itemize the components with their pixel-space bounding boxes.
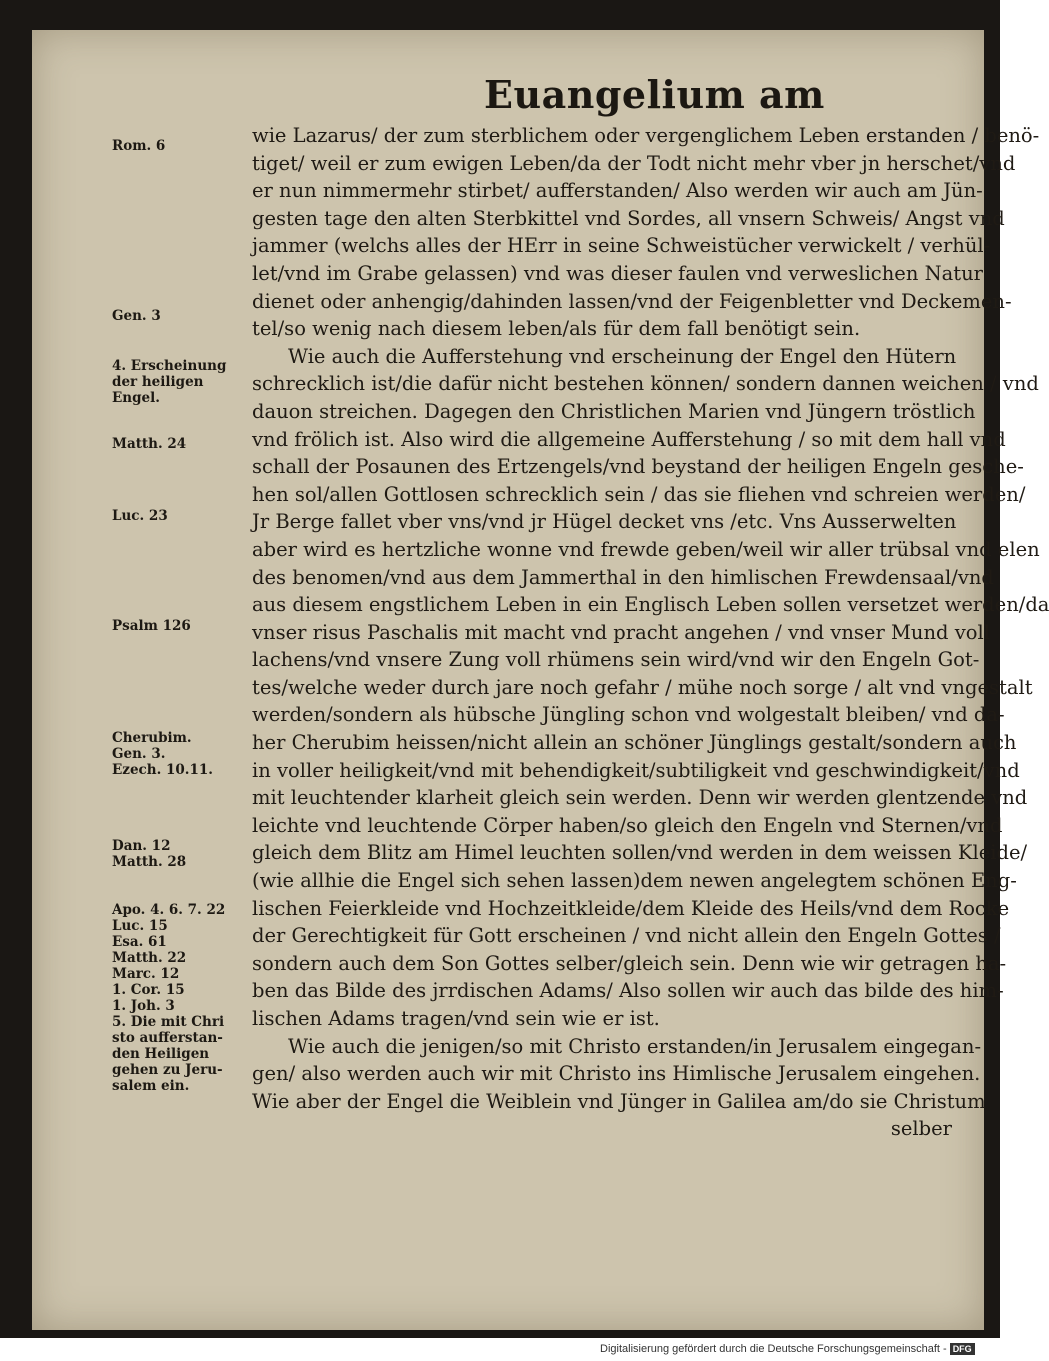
- margin-note: [112, 618, 191, 634]
- text-line: Wie aber der Engel die Weiblein vnd Jünger in Galilea am/do sie Christum: [252, 1089, 986, 1113]
- margin-note-line: Engel.: [112, 390, 160, 406]
- margin-note-line: gehen zu Jeru-: [112, 1062, 223, 1078]
- margin-note-line: Dan. 12: [112, 838, 171, 854]
- margin-note-line: den Heiligen: [112, 1046, 210, 1062]
- margin-note-line: salem ein.: [112, 1078, 190, 1094]
- text-line: Jr Berge fallet vber vns/vnd jr Hügel decket vns /etc. Vns Ausserwelten: [252, 510, 957, 534]
- text-line: lachens/vnd vnsere Zung voll rhümens sein wird/vnd wir den Engeln Got-: [252, 648, 980, 672]
- margin-note-line: Marc. 12: [112, 966, 180, 982]
- text-line: Wie auch die Aufferstehung vnd erscheinung der Engel den Hütern: [288, 344, 957, 368]
- margin-note-line: 4. Erscheinung: [112, 358, 227, 374]
- text-line: Wie auch die jenigen/so mit Christo erstanden/in Jerusalem eingegan-: [288, 1034, 982, 1058]
- margin-note: [112, 508, 168, 524]
- margin-note-line: Ezech. 10.11.: [112, 762, 213, 778]
- margin-note-line: Matth. 24: [112, 436, 187, 452]
- margin-note-line: Cherubim.: [112, 730, 192, 746]
- margin-note-line: 1. Cor. 15: [112, 982, 185, 998]
- margin-note-line: Luc. 23: [112, 508, 168, 524]
- text-line: sondern auch dem Son Gottes selber/gleich sein. Denn wie wir getragen ha-: [252, 951, 1007, 975]
- text-line: er nun nimmermehr stirbet/ aufferstanden/ Also werden wir auch am Jün-: [252, 179, 983, 203]
- text-line: selber: [890, 1117, 952, 1141]
- margin-note: [112, 308, 161, 324]
- margin-note-line: Psalm 126: [112, 618, 191, 634]
- text-line: schrecklich ist/die dafür nicht bestehen können/ sondern dannen weichen / vnd: [252, 372, 1039, 396]
- text-line: vnd frölich ist. Also wird die allgemeine Aufferstehung / so mit dem hall vnd: [252, 427, 1006, 451]
- text-line: gen/ also werden auch wir mit Christo ins Himlische Jerusalem eingehen.: [252, 1062, 981, 1086]
- text-line: lischen Feierkleide vnd Hochzeitkleide/dem Kleide des Heils/vnd dem Rocke: [252, 896, 1010, 920]
- text-line: leichte vnd leuchtende Cörper haben/so gleich den Engeln vnd Sternen/vnd: [252, 813, 1003, 837]
- text-line: tiget/ weil er zum ewigen Leben/da der Todt nicht mehr vber jn herschet/vnd: [252, 151, 1016, 175]
- text-line: let/vnd im Grabe gelassen) vnd was dieser faulen vnd verweslichen Natur: [252, 261, 983, 285]
- text-line: wie Lazarus/ der zum sterblichem oder vergenglichem Leben erstanden / benö-: [252, 124, 1040, 147]
- page-header: Euangelium am: [484, 72, 825, 117]
- footer-text: Digitalisierung gefördert durch die Deutsche Forschungsgemeinschaft -: [600, 1343, 947, 1355]
- margin-note-line: 5. Die mit Chri: [112, 1014, 225, 1030]
- margin-note-line: Matth. 22: [112, 950, 187, 966]
- text-line: her Cherubim heissen/nicht allein an schöner Jünglings gestalt/sondern auch: [252, 731, 1017, 755]
- margin-note: [112, 838, 186, 870]
- margin-note: [112, 902, 225, 1094]
- text-line: lischen Adams tragen/vnd sein wie er ist.: [252, 1007, 660, 1030]
- text-line: (wie allhie die Engel sich sehen lassen)dem newen angelegtem schönen Eng-: [252, 869, 1017, 893]
- margin-note: [112, 436, 186, 452]
- text-line: aber wird es hertzliche wonne vnd frewde geben/weil wir aller trübsal vnd elen: [252, 537, 1040, 561]
- text-line: schall der Posaunen des Ertzengels/vnd beystand der heiligen Engeln gesche-: [252, 455, 1024, 479]
- dfg-logo: DFG: [950, 1343, 975, 1355]
- margin-note: [112, 358, 226, 406]
- text-line: jammer (welchs alles der HErr in seine Schweistücher verwickelt / verhül-: [252, 234, 991, 258]
- margin-note-line: Apo. 4. 6. 7. 22: [112, 902, 226, 918]
- text-line: vnser risus Paschalis mit macht vnd pracht angehen / vnd vnser Mund voll: [252, 620, 990, 644]
- main-text: [252, 122, 1049, 1143]
- footer-credit: [600, 1343, 975, 1355]
- text-line: tes/welche weder durch jare noch gefahr / mühe noch sorge / alt vnd vngestalt: [252, 675, 1033, 699]
- margin-note-line: der heiligen: [112, 374, 204, 390]
- text-line: dauon streichen. Dagegen den Christlichen Marien vnd Jüngern tröstlich: [252, 399, 976, 423]
- text-line: tel/so wenig nach diesem leben/als für dem fall benötigt sein.: [252, 317, 861, 341]
- text-line: aus diesem engstlichem Leben in ein Englisch Leben sollen versetzet werden/da: [252, 593, 1049, 617]
- text-line: dienet oder anhengig/dahinden lassen/vnd der Feigenbletter vnd Deckemen-: [252, 289, 1012, 313]
- margin-note-line: sto aufferstan-: [112, 1030, 223, 1046]
- text-line: in voller heiligkeit/vnd mit behendigkeit/subtiligkeit vnd geschwindigkeit/vnd: [252, 758, 1020, 782]
- margin-note-line: Gen. 3: [112, 308, 161, 324]
- text-line: ben das Bilde des jrrdischen Adams/ Also sollen wir auch das bilde des him-: [252, 979, 1004, 1003]
- margin-note-line: Rom. 6: [112, 138, 166, 154]
- text-line: mit leuchtender klarheit gleich sein werden. Denn wir werden glentzende vnd: [252, 786, 1028, 810]
- margin-note: [112, 138, 165, 154]
- margin-note-line: Esa. 61: [112, 934, 167, 950]
- margin-note-line: Matth. 28: [112, 854, 187, 870]
- margin-note-line: Gen. 3.: [112, 746, 166, 762]
- margin-note-line: Luc. 15: [112, 918, 168, 934]
- text-line: gleich dem Blitz am Himel leuchten sollen/vnd werden in dem weissen Kleide/: [252, 841, 1028, 865]
- text-line: der Gerechtigkeit für Gott erscheinen / vnd nicht allein den Engeln Gottes /: [252, 924, 1001, 948]
- margin-note: [112, 730, 213, 778]
- text-line: des benomen/vnd aus dem Jammerthal in den himlischen Frewdensaal/vnd: [252, 565, 994, 589]
- text-line: hen sol/allen Gottlosen schrecklich sein / das sie fliehen vnd schreien werden/: [252, 482, 1026, 506]
- text-line: werden/sondern als hübsche Jüngling schon vnd wolgestalt bleiben/ vnd da-: [252, 703, 1005, 727]
- text-line: gesten tage den alten Sterbkittel vnd Sordes, all vnsern Schweis/ Angst vnd: [252, 206, 1005, 230]
- margin-note-line: 1. Joh. 3: [112, 998, 175, 1014]
